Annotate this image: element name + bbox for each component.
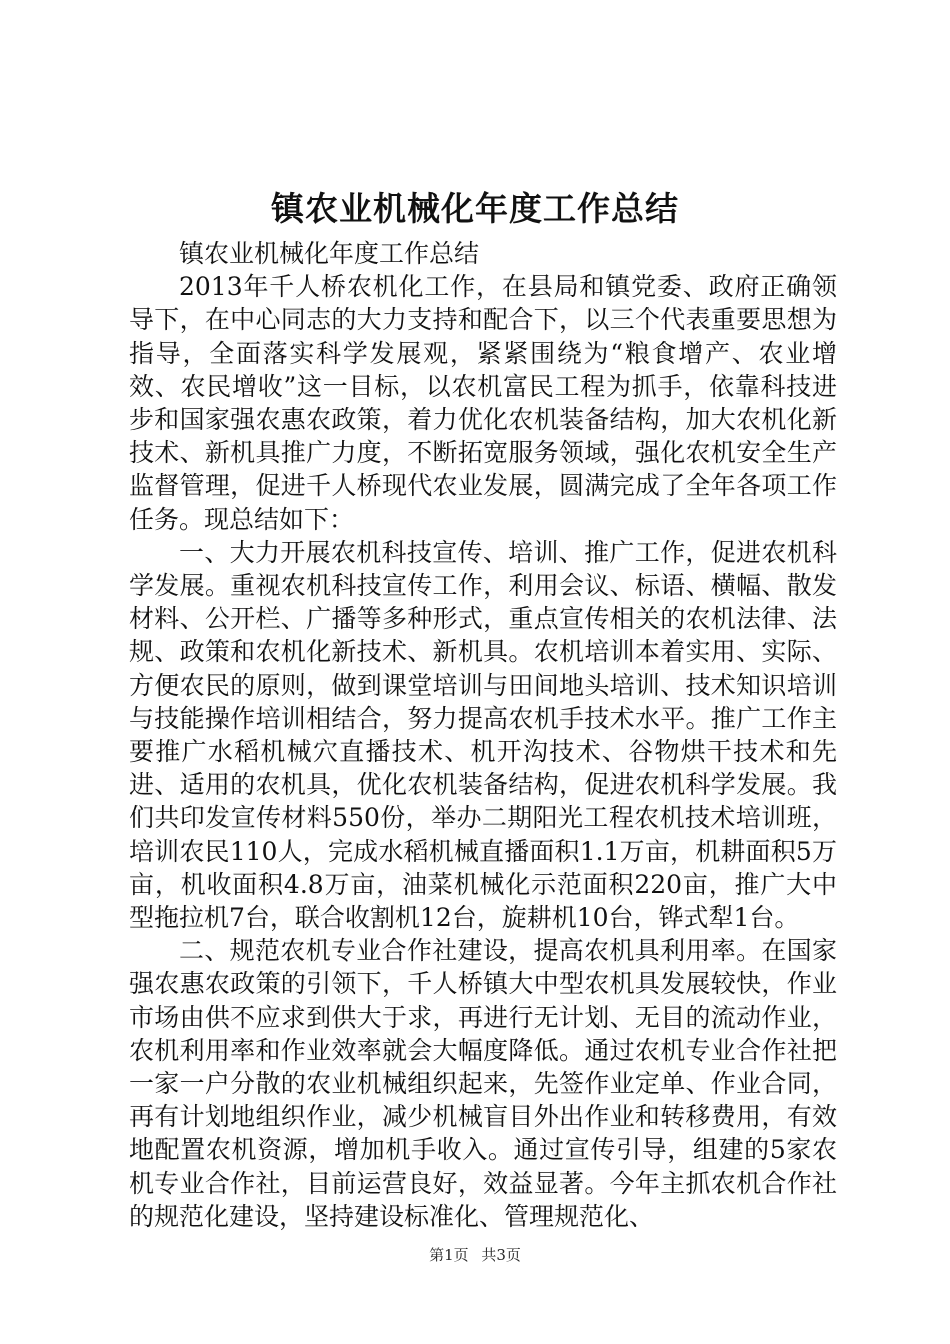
document-title: 镇农业机械化年度工作总结 — [271, 189, 679, 228]
page-count: 共3页 — [481, 1246, 521, 1264]
page-footer — [0, 1245, 950, 1265]
document-body — [129, 237, 837, 1233]
paragraph-section-two: 二、规范农机专业合作社建设，提高农机具利用率。在国家强农惠农政策的引领下，千人桥镇大中型农机具发展较快，作业市场由供不应求到供大于求，再进行无计划、无目的流动作业，农机利用率和作业效率就会大幅度降低。通过农机专业合作社把一家一户分散的农业机械组织起来，先签作业定单、作业合同，再有计划地组织作业，减少机械盲目外出作业和转移费用，有效地配置农机资源，增加机手收入。通过宣传引导，组建的5家农机专业合作社，目前运营良好，效益显著。今年主抓农机合作社的规范化建设，坚持建设标准化、管理规范化、 — [129, 936, 837, 1231]
paragraph-section-one: 一、大力开展农机科技宣传、培训、推广工作，促进农机科学发展。重视农机科技宣传工作，利用会议、标语、横幅、散发材料、公开栏、广播等多种形式，重点宣传相关的农机法律、法规、政策和农机化新技术、新机具。农机培训本着实用、实际、方便农民的原则，做到课堂培训与田间地头培训、技术知识培训与技能操作培训相结合，努力提高农机手技术水平。推广工作主要推广水稻机械穴直播技术、机开沟技术、谷物烘干技术和先进、适用的农机具，优化农机装备结构，促进农机科学发展。我们共印发宣传材料550份，举办二期阳光工程农机技术培训班，培训农民110人，完成水稻机械直播面积1.1万亩，机耕面积5万亩，机收面积4.8万亩，油菜机械化示范面积220亩，推广大中型拖拉机7台，联合收割机12台，旋耕机10台，铧式犁1台。 — [129, 537, 837, 933]
paragraph-intro: 2013年千人桥农机化工作，在县局和镇党委、政府正确领导下，在中心同志的大力支持和配合下，以三个代表重要思想为指导，全面落实科学发展观，紧紧围绕为“粮食增产、农业增效、农民增收”这一目标，以农机富民工程为抓手，依靠科技进步和国家强农惠农政策，着力优化农机装备结构，加大农机化新技术、新机具推广力度，不断拓宽服务领域，强化农机安全生产监督管理，促进千人桥现代农业发展，圆满完成了全年各项工作任务。现总结如下： — [129, 272, 837, 534]
paragraph-subtitle: 镇农业机械化年度工作总结 — [179, 239, 480, 268]
page-number: 第1页 — [429, 1246, 469, 1264]
